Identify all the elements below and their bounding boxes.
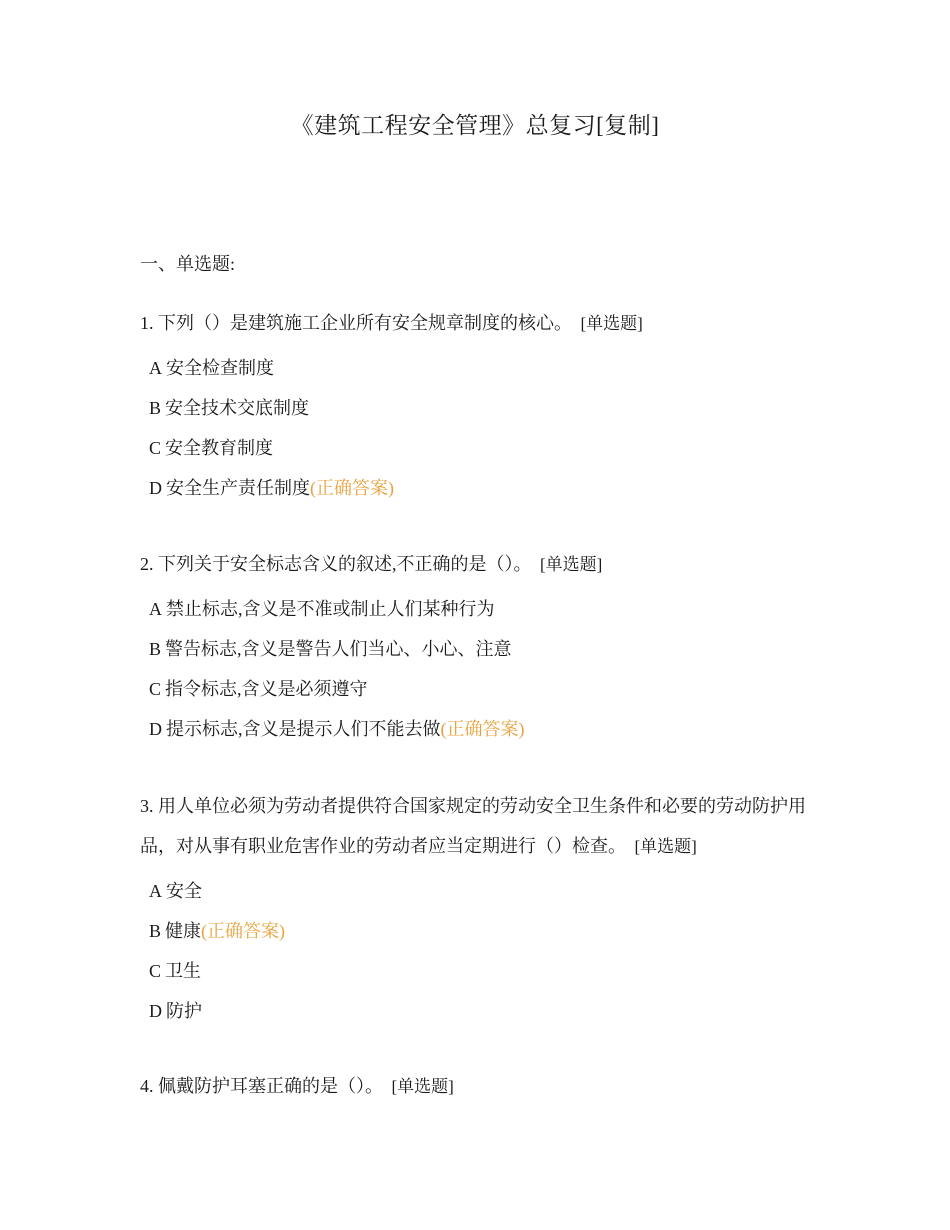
option-text: 指令标志,含义是必须遵守 (165, 679, 368, 699)
option-c (140, 669, 820, 709)
option-letter: C (149, 679, 162, 699)
question-text: 用人单位必须为劳动者提供符合国家规定的劳动安全卫生条件和必要的劳动防护用品，对从事有职业危害作业的劳动者应当定期进行（）检查。 (140, 796, 806, 856)
option-b (140, 629, 820, 669)
question-stem (140, 1066, 820, 1107)
question-number: 1. (140, 313, 154, 333)
question-4 (140, 1066, 820, 1107)
question-number: 2. (140, 554, 154, 574)
question-1 (140, 303, 820, 508)
option-text: 卫生 (165, 961, 202, 981)
option-text: 安全教育制度 (165, 438, 274, 458)
option-letter: D (149, 1001, 162, 1021)
option-list (140, 871, 820, 1031)
option-letter: A (149, 599, 162, 619)
option-b (140, 388, 820, 428)
option-text: 安全 (166, 881, 202, 901)
option-list (140, 589, 820, 749)
option-d (140, 991, 820, 1031)
question-stem (140, 786, 820, 867)
question-type: [单选题] (540, 555, 603, 574)
option-c (140, 951, 820, 991)
option-text: 安全技术交底制度 (165, 398, 310, 418)
option-c (140, 428, 820, 468)
correct-answer-marker: (正确答案) (440, 719, 525, 739)
question-text: 下列关于安全标志含义的叙述,不正确的是（）。 (158, 554, 532, 574)
option-d (140, 468, 820, 508)
question-type: [单选题] (580, 314, 643, 333)
question-type: [单选题] (634, 837, 697, 856)
option-a (140, 589, 820, 629)
section-heading: 一、单选题: (140, 254, 236, 274)
option-a (140, 348, 820, 388)
option-text: 安全生产责任制度 (166, 478, 310, 498)
option-letter: A (149, 881, 162, 901)
option-text: 提示标志,含义是提示人们不能去做 (166, 719, 441, 739)
question-3 (140, 786, 820, 1031)
option-text: 防护 (166, 1001, 202, 1021)
option-letter: C (149, 961, 162, 981)
question-2 (140, 544, 820, 749)
option-letter: C (149, 438, 162, 458)
question-stem (140, 544, 820, 585)
option-b (140, 911, 820, 951)
option-text: 警告标志,含义是警告人们当心、小心、注意 (165, 639, 512, 659)
document-title: 《建筑工程安全管理》总复习[复制] (290, 113, 660, 138)
correct-answer-marker: (正确答案) (201, 921, 286, 941)
option-letter: B (149, 398, 162, 418)
option-text: 安全检查制度 (166, 358, 274, 378)
option-list (140, 348, 820, 508)
question-text: 佩戴防护耳塞正确的是（）。 (158, 1076, 383, 1096)
option-text: 健康 (165, 921, 202, 941)
correct-answer-marker: (正确答案) (310, 478, 394, 498)
option-letter: B (149, 921, 162, 941)
question-type: [单选题] (391, 1077, 454, 1096)
option-text: 禁止标志,含义是不准或制止人们某种行为 (166, 599, 495, 619)
question-text: 下列（）是建筑施工企业所有安全规章制度的核心。 (158, 313, 572, 333)
question-stem (140, 303, 820, 344)
option-d (140, 709, 820, 749)
question-number: 4. (140, 1076, 154, 1096)
option-letter: B (149, 639, 162, 659)
option-a (140, 871, 820, 911)
option-letter: D (149, 478, 162, 498)
option-letter: A (149, 358, 162, 378)
question-number: 3. (140, 796, 154, 816)
option-letter: D (149, 719, 162, 739)
